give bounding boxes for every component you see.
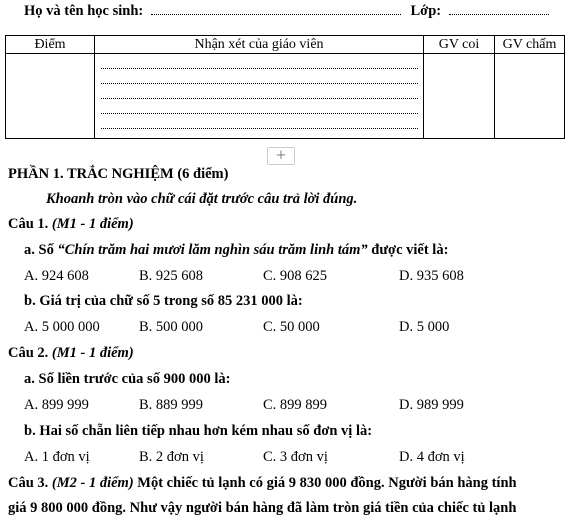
q2b-option-c[interactable]: C. 3 đơn vị bbox=[263, 449, 328, 465]
q2b-option-d[interactable]: D. 4 đơn vị bbox=[399, 449, 465, 465]
grade-table bbox=[5, 35, 565, 139]
comment-line bbox=[101, 114, 418, 129]
gv-coi-cell[interactable] bbox=[424, 54, 495, 139]
q1a-option-c[interactable]: C. 908 625 bbox=[263, 268, 328, 284]
q1b-option-c[interactable]: C. 50 000 bbox=[263, 319, 320, 335]
q1a-option-d[interactable]: D. 935 608 bbox=[399, 268, 464, 284]
student-name-label: Họ và tên học sinh: bbox=[24, 3, 144, 19]
gv-cham-cell[interactable] bbox=[495, 54, 565, 139]
q2a-text: a. Số liền trước của số 900 000 là: bbox=[24, 371, 231, 387]
q2a-option-b[interactable]: B. 889 999 bbox=[139, 397, 204, 413]
score-header: Điểm bbox=[6, 36, 95, 54]
q2b-text: b. Hai số chẵn liên tiếp nhau hơn kém nhau số đơn vị là: bbox=[24, 423, 373, 439]
q1a-text: a. Số “Chín trăm hai mươi lăm nghìn sáu trăm linh tám” được viết là: bbox=[24, 242, 449, 258]
q3-line2: giá 9 800 000 đồng. Như vậy người bán hàng đã làm tròn giá tiền của chiếc tủ lạnh bbox=[8, 500, 517, 516]
q2a-option-a[interactable]: A. 899 999 bbox=[24, 397, 89, 413]
student-info-header bbox=[24, 2, 542, 22]
gv-coi-header: GV coi bbox=[424, 36, 495, 54]
score-cell[interactable] bbox=[6, 54, 95, 139]
section-instruction: Khoanh tròn vào chữ cái đặt trước câu trả lời đúng. bbox=[46, 191, 358, 207]
q1-heading: Câu 1. (M1 - 1 điểm) bbox=[8, 216, 134, 232]
comment-line bbox=[101, 54, 418, 69]
add-block-button[interactable]: + bbox=[267, 147, 295, 165]
student-name-field[interactable] bbox=[151, 2, 401, 15]
q2a-option-c[interactable]: C. 899 899 bbox=[263, 397, 328, 413]
comment-line bbox=[101, 69, 418, 84]
section-title: PHẦN 1. TRẮC NGHIỆM (6 điểm) bbox=[8, 166, 229, 182]
q1b-option-d[interactable]: D. 5 000 bbox=[399, 319, 450, 335]
q2-heading: Câu 2. (M1 - 1 điểm) bbox=[8, 345, 134, 361]
comment-line bbox=[101, 99, 418, 114]
q1b-option-a[interactable]: A. 5 000 000 bbox=[24, 319, 100, 335]
q3-line1: Câu 3. (M2 - 1 điểm) Một chiếc tủ lạnh có giá 9 830 000 đồng. Người bán hàng tính bbox=[8, 475, 517, 491]
q1a-option-a[interactable]: A. 924 608 bbox=[24, 268, 89, 284]
comment-line bbox=[101, 84, 418, 99]
q1a-option-b[interactable]: B. 925 608 bbox=[139, 268, 204, 284]
comment-header: Nhận xét của giáo viên bbox=[95, 36, 424, 54]
q2a-option-d[interactable]: D. 989 999 bbox=[399, 397, 464, 413]
gv-cham-header: GV chấm bbox=[495, 36, 565, 54]
q2b-option-b[interactable]: B. 2 đơn vị bbox=[139, 449, 204, 465]
q1b-text: b. Giá trị của chữ số 5 trong số 85 231 000 là: bbox=[24, 293, 303, 309]
class-field[interactable] bbox=[449, 2, 549, 15]
q1b-option-b[interactable]: B. 500 000 bbox=[139, 319, 204, 335]
comment-cell[interactable] bbox=[95, 54, 424, 139]
q2b-option-a[interactable]: A. 1 đơn vị bbox=[24, 449, 90, 465]
class-label: Lớp: bbox=[410, 3, 442, 19]
